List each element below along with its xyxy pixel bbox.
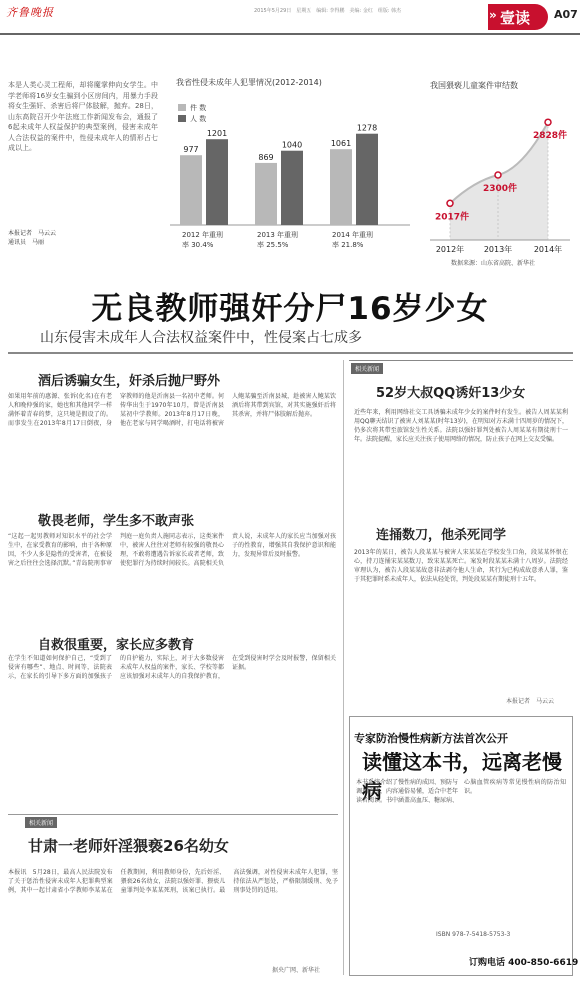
headline: 无良教师强奸分尸16岁少女 [91,291,489,327]
x-tick-label: 率 25.5% [257,241,289,249]
bar-chart [160,90,420,270]
bar [206,139,228,225]
x-tick-label: 2013 年重刑 [257,231,299,239]
bar [180,155,202,225]
value-label: 2300件 [482,184,518,194]
section-text-6: 本报讯 5月28日，最高人民法院发布了关于惩治性侵害未成年人犯罪典型案例，其中一起甘肃省小学教师李某某在任教期间，利用教师身份，先后奸淫、猥亵26名幼女，法院以强奸罪、猥亵儿童罪判处李某某死刑，该案已执行。最高法强调，对性侵害未成年人犯罪，坚持依法从严惩处，严格限制缓刑、免予刑事处罚的适用。 [8,869,338,894]
related-news-tag: 相关新闻 [351,363,383,374]
section-title-3: 自救很重要，家长应多教育 [38,638,195,653]
bar-value-label: 1040 [281,140,303,150]
bar [330,149,352,225]
section-byline-5: 本报记者 马云云 [506,698,555,705]
section-title-2: 敬畏老师，学生多不敢声张 [38,514,195,529]
section-title-4: 52岁大叔QQ诱奸13少女 [376,386,526,401]
x-tick-label: 2013年 [483,245,513,254]
ad-title: 专家防治慢性病新方法首次公开 [354,732,508,745]
section-title-6: 甘肃一老师奸淫猥亵26名幼女 [28,837,229,855]
intro-text: 本是人类心灵工程师，却将魔掌伸向女学生。中学老师将16岁女生骗到小区房间内，用暴力手段将女生强奸、杀害后将尸体肢解，抛弃。28日，山东高院召开少年法庭工作新闻发布会，通报了6起未成年人权益保护的典型案例，侵害未成年人合法权益的案件中，性侵未成年人的情形占七成以上。 [8,81,158,152]
data-point [447,200,453,206]
x-tick-label: 率 21.8% [332,241,364,249]
ad-text: 本书系统介绍了慢性病的成因、预防与调理方法，内容通俗易懂，适合中老年读者阅读。书中涵盖高血压、糖尿病、心脑血管疾病等常见慢性病的防治知识。 [356,779,566,804]
bar-value-label: 1061 [330,139,352,149]
related-news-tag-2: 相关新闻 [25,817,57,828]
data-point [545,119,551,125]
section-text-1: 如果用年前的惠源、张诉(化名)在有老人和晚仲强的家，她也和其他同学一样满怀着青春的梦，这只境是假设了的。而事发生在2013年8月17日倒夜，身穿教师的他是沂南县一名初中老师。何传华出生于1970年10月，曾是沂南县某初中学教师。2013年8月17日晚，他在老家与同学喝酒时，打电话将被害人鲍某骗至沂南县城，趁被害人鲍某饮酒后将其带到宾馆，对其实施强奸后将其杀害，并将尸体肢解后抛弃。 [8,393,336,427]
data-point [495,172,501,178]
bar-value-label: 1201 [206,129,228,139]
intro-byline: 本报记者 马云云 通讯员 马丽 [8,230,57,246]
x-tick-label: 2014年 [533,245,563,254]
page-number: A07 [554,8,578,21]
bar-value-label: 1278 [356,123,378,133]
header-rule [0,33,580,35]
headline-rule [8,352,573,354]
bar-value-label: 869 [258,152,274,162]
x-tick-label: 2012年 [435,245,465,254]
chevron-right-icon: » [489,8,497,22]
section-text-3: 在学生不知道如何保护自己，“受到了侵害有哪些”、地点、时间等，法院表示，在家长的引导下多方面的加强孩子的自护能力，实际上，对于大多数侵害未成年人权益的案件，家长、学校等都应该加强对未成年人的自我保护教育，在受到侵害时学会及时报警，保留相关证据。 [8,655,336,680]
ad-phone: 订购电话 400-850-6619 [469,958,579,968]
value-label: 2828件 [532,131,568,142]
section-label: 壹读 [500,9,531,27]
right-box-rule [349,360,573,361]
chart1-title: 我省性侵未成年人犯罪情况(2012-2014) [176,78,322,87]
chart-source: 数据来源：山东省高院、新华社 [451,260,536,267]
x-tick-label: 率 30.4% [182,241,214,249]
bar-value-label: 977 [183,145,199,155]
bar [281,151,303,225]
subheadline: 山东侵害未成年人合法权益案件中，性侵案占七成多 [40,330,362,346]
section-text-5: 2013年的某日，被告人段某某与被害人宋某某在学校发生口角，段某某怀恨在心，持刀连捅宋某某数刀，致宋某某死亡。案发时段某某未满十八周岁。法院经审理认为，被告人段某某故意非法剥夺他人生命，其行为已构成故意杀人罪，鉴于其犯罪时系未成年人，依法从轻处罚，判处段某某有期徒刑十五年。 [354,549,568,583]
line-chart [420,95,580,270]
intro-box [8,80,158,250]
section-text-2: “这起一起男教师对知识水平的社会学生中，在家受教育的影响，由于各种原因，不少人多是隐性的受害者，在被侵害之后往往会选择沉默。”青岛院刑事审判庭一庭负责人施同志表示，这类案件中，被害人往往对老师有较强的敬畏心理，不敢将遭遇告诉家长或者老师，致使犯罪行为持续时间较长。高院相关负责人说，未成年人的家长应当加强对孩子的性教育，增强其自我保护意识和能力，发现异常后及时报警。 [8,533,336,567]
ad-isbn: ISBN 978-7-5418-5753-3 [436,931,511,938]
x-tick-label: 2012 年重刑 [182,231,224,239]
newspaper-logo: 齐鲁晚报 [6,6,54,19]
bar [356,134,378,225]
value-label: 2017件 [434,212,470,223]
legend-swatch [178,115,186,122]
issue-meta: 2015年5月29日 星期五 编辑: 李得鹏 美编: 金红 组版: 韩杰 [254,8,402,14]
section-title-1: 酒后诱骗女生，奸杀后抛尸野外 [38,374,221,389]
bar [255,163,277,225]
x-tick-label: 2014 年重刑 [332,231,374,239]
legend-label: 件 数 [190,104,207,112]
section-source-6: 据央广网、新华社 [272,967,321,974]
legend-label: 人 数 [190,115,207,123]
related-rule [8,814,338,815]
ad-headline: 读懂这本书，远离老慢病 [362,750,562,803]
column-divider [343,360,344,975]
section-title-5: 连捅数刀，他杀死同学 [376,528,507,543]
section-text-4: 近些年来，利用网络社交工具诱骗未成年少女的案件时有发生。被告人周某某利用QQ聊天结识了被害人刘某某(时年13岁)，在明知对方未满十四周岁的情况下，仍多次将其带至旅馆发生性关系。法院以强奸罪判处被告人周某某有期徒刑十一年。法院提醒，家长应关注孩子使用网络的情况，防止孩子在网上交友受骗。 [354,409,568,443]
legend-swatch [178,104,186,111]
chart2-title: 我国猥亵儿童案件审结数 [430,81,518,90]
